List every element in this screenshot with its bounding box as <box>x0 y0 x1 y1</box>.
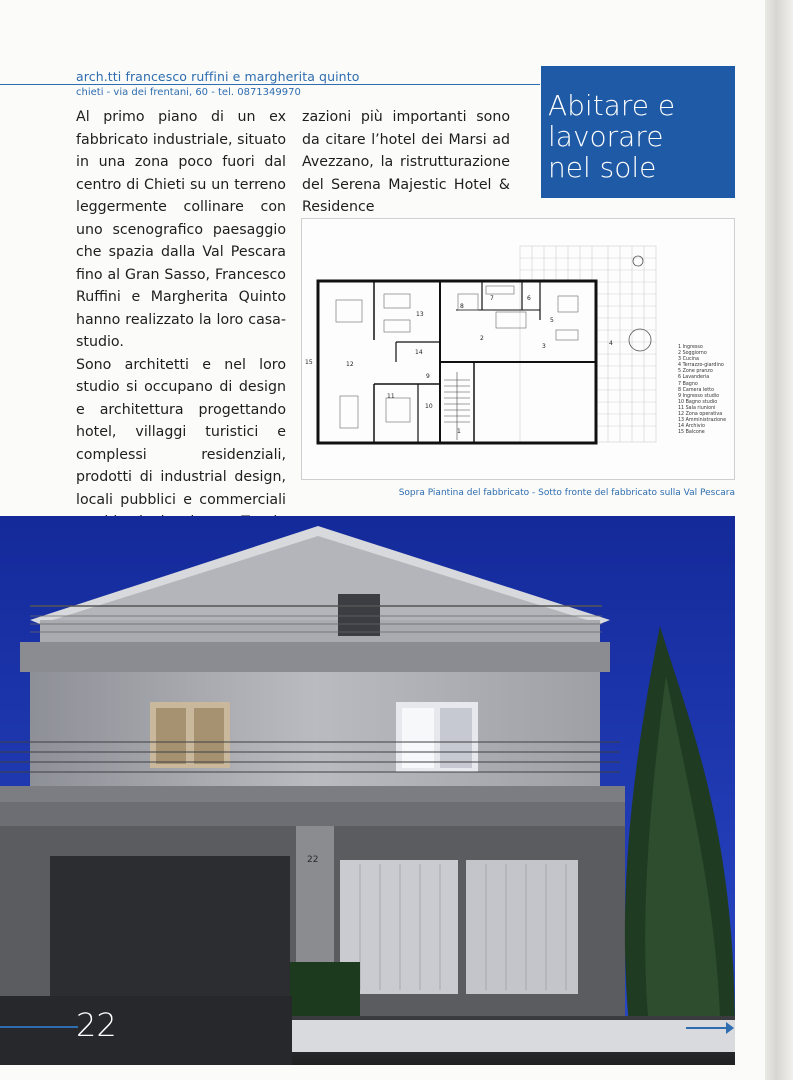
floor-plan-legend <box>678 345 726 436</box>
page-number: 22 <box>76 1006 117 1044</box>
legend-item: 3 Cucina <box>678 357 699 363</box>
room-number: 14 <box>415 349 423 356</box>
legend-item: 15 Balcone <box>678 430 705 436</box>
next-page-arrow <box>686 1027 730 1029</box>
room-number: 8 <box>460 303 464 310</box>
curtain-window-2 <box>466 860 578 994</box>
title-line-3: nel sole <box>548 151 657 184</box>
room-number: 3 <box>542 343 546 350</box>
paragraph-projects: zazioni più importanti sono da citare l’hotel dei Marsi ad Avezzano, la ristrutturazione del Serena Majestic Hotel & Residence <box>302 109 510 215</box>
legend-item: 12 Zona operativa <box>678 412 723 418</box>
room-number: 9 <box>426 373 430 380</box>
room-number: 11 <box>387 393 395 400</box>
legend-item: 11 Sala riunioni <box>678 405 716 411</box>
room-number: 12 <box>346 361 354 368</box>
top-window <box>338 594 380 636</box>
legend-item: 1 Ingresso <box>678 345 703 350</box>
arrow-right-icon <box>726 1022 734 1034</box>
figure-caption: Sopra Piantina del fabbricato - Sotto fronte del fabbricato sulla Val Pescara <box>398 488 735 498</box>
hedge <box>290 962 360 1024</box>
house-number: 22 <box>307 855 319 865</box>
header-address: chieti - via dei frentani, 60 - tel. 0871349970 <box>76 87 301 98</box>
room-number: 10 <box>425 403 433 410</box>
sidewalk-wall <box>292 1020 735 1052</box>
legend-item: 5 Zone pranzo <box>678 369 713 375</box>
room-number: 5 <box>550 317 554 324</box>
building-photo-illustration <box>0 516 735 1065</box>
legend-item: 13 Amministrazione <box>678 418 727 424</box>
room-numbers <box>305 295 613 435</box>
room-number: 4 <box>609 340 613 347</box>
legend-item: 14 Archivio <box>678 424 705 430</box>
paragraph-activities: Sono architetti e nel loro studio si occupano di design e architettura progettando hotel, villaggi turistici e complessi residenziali, prodotti di industrial design, locali pubblici e commerciali <box>76 356 286 508</box>
header-firm-name: arch.tti francesco ruffini e margherita quinto <box>76 69 360 84</box>
building-photo <box>0 516 735 1065</box>
legend-item: 7 Bagno <box>678 381 698 387</box>
legend-item: 2 Soggiorno <box>678 351 707 357</box>
legend-item: 10 Bagno studio <box>678 399 718 405</box>
legend-item: 6 Lavanderia <box>678 375 710 381</box>
legend-item: 4 Terrazzo-giardino <box>678 363 724 369</box>
legend-item: 8 Camera letto <box>678 387 714 393</box>
middle-balcony <box>0 786 625 802</box>
top-balcony-slab <box>20 642 610 672</box>
room-number: 13 <box>416 311 424 318</box>
paragraph-intro: Al primo piano di un ex fabbricato industriale, situato in una zona poco fuori dal centro di Chieti su un terreno leggermente collinare con uno scenografico paesaggio che spazia dalla Val Pescara fino al Gran Sasso, Francesco Ruffini e Margherita Quinto hanno realizzato la loro casa-studio. <box>76 109 286 350</box>
room-number: 2 <box>480 335 484 342</box>
title-line-1: Abitare e <box>548 89 676 122</box>
dark-storefront <box>50 856 290 1006</box>
room-number: 15 <box>305 359 313 366</box>
room-number: 7 <box>490 295 494 302</box>
room-number: 6 <box>527 295 531 302</box>
legend-item: 9 Ingresso studio <box>678 393 720 399</box>
title-line-2: lavorare <box>548 120 664 153</box>
footer-rule <box>0 1026 78 1028</box>
room-number: 1 <box>457 428 461 435</box>
terrace-grid <box>520 246 656 442</box>
